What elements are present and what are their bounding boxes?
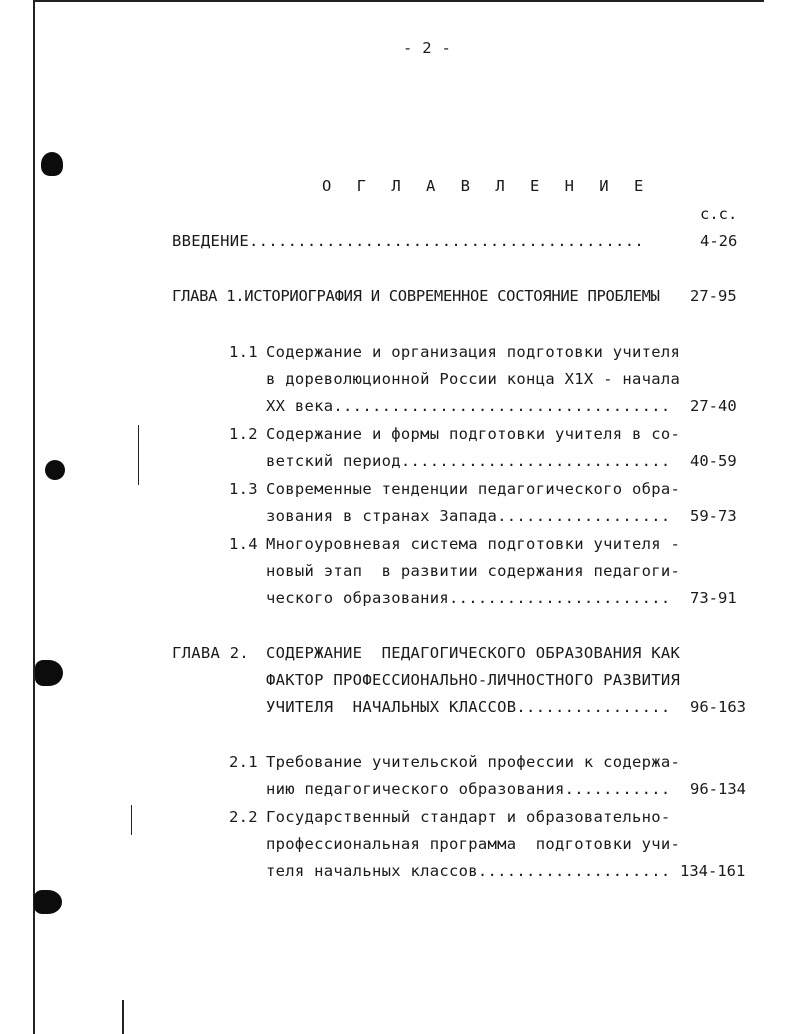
toc-section-text: Требование учительской профессии к содержа- [266, 753, 681, 771]
toc-entry-pages: 40-59 [690, 452, 737, 470]
binding-hole-mark [41, 152, 63, 176]
toc-chapter-1: ГЛАВА 1.ИСТОРИОГРАФИЯ И СОВРЕМЕННОЕ СОСТОЯНИЕ ПРОБЛЕМЫ [172, 287, 660, 305]
toc-section-text: профессиональная программа подготовки учи- [266, 835, 681, 853]
toc-section-number: 2.2 [229, 808, 258, 826]
toc-chapter-2-label: ГЛАВА 2. [172, 644, 250, 662]
toc-chapter-text: УЧИТЕЛЯ НАЧАЛЬНЫХ КЛАССОВ................ [266, 698, 671, 716]
toc-section-text: в дореволюционной России конца Х1Х - начала [266, 370, 681, 388]
toc-section-number: 1.2 [229, 425, 258, 443]
top-border-line [34, 0, 764, 2]
toc-entry-pages: 27-40 [690, 397, 737, 415]
toc-entry-pages: 134-161 [680, 862, 746, 880]
binding-hole-mark [35, 660, 63, 686]
toc-section-text: Государственный стандарт и образовательно- [266, 808, 671, 826]
toc-section-text: теля начальных классов.................... [266, 862, 671, 880]
toc-section-number: 1.3 [229, 480, 258, 498]
toc-section-text: Многоуровневая система подготовки учителя - [266, 535, 681, 553]
toc-section-text: новый этап в развитии содержания педагоги- [266, 562, 681, 580]
toc-section-number: 1.1 [229, 343, 258, 361]
left-margin-line [33, 0, 35, 1034]
toc-section-text: Содержание и формы подготовки учителя в со- [266, 425, 681, 443]
toc-section-text: ХХ века................................... [266, 397, 671, 415]
toc-section-text: ветский период............................ [266, 452, 671, 470]
toc-entry-pages: 4-26 [700, 232, 738, 250]
toc-entry-pages: 96-163 [690, 698, 746, 716]
pages-column-header: с.с. [700, 205, 738, 223]
toc-section-number: 2.1 [229, 753, 258, 771]
left-margin-line-2 [122, 1000, 124, 1034]
binding-hole-mark [45, 460, 65, 480]
toc-entry-intro: ВВЕДЕНИЕ......................................... [172, 232, 644, 250]
toc-chapter-text: СОДЕРЖАНИЕ ПЕДАГОГИЧЕСКОГО ОБРАЗОВАНИЯ КАК [266, 644, 681, 662]
toc-entry-pages: 27-95 [690, 287, 737, 305]
page-number: - 2 - [403, 39, 452, 57]
toc-entry-pages: 96-134 [690, 780, 746, 798]
toc-section-number: 1.4 [229, 535, 258, 553]
toc-section-text: Содержание и организация подготовки учителя [266, 343, 681, 361]
toc-section-text: зования в странах Запада.................. [266, 507, 671, 525]
scan-mark [138, 425, 139, 485]
toc-section-text: Современные тенденции педагогического обра- [266, 480, 681, 498]
toc-title: О Г Л А В Л Е Н И Е [322, 177, 652, 195]
toc-section-text: нию педагогического образования........... [266, 780, 671, 798]
binding-hole-mark [34, 890, 62, 914]
toc-chapter-text: ФАКТОР ПРОФЕССИОНАЛЬНО-ЛИЧНОСТНОГО РАЗВИТИЯ [266, 671, 681, 689]
toc-entry-pages: 73-91 [690, 589, 737, 607]
scan-mark [131, 805, 132, 835]
toc-entry-pages: 59-73 [690, 507, 737, 525]
toc-section-text: ческого образования....................... [266, 589, 671, 607]
